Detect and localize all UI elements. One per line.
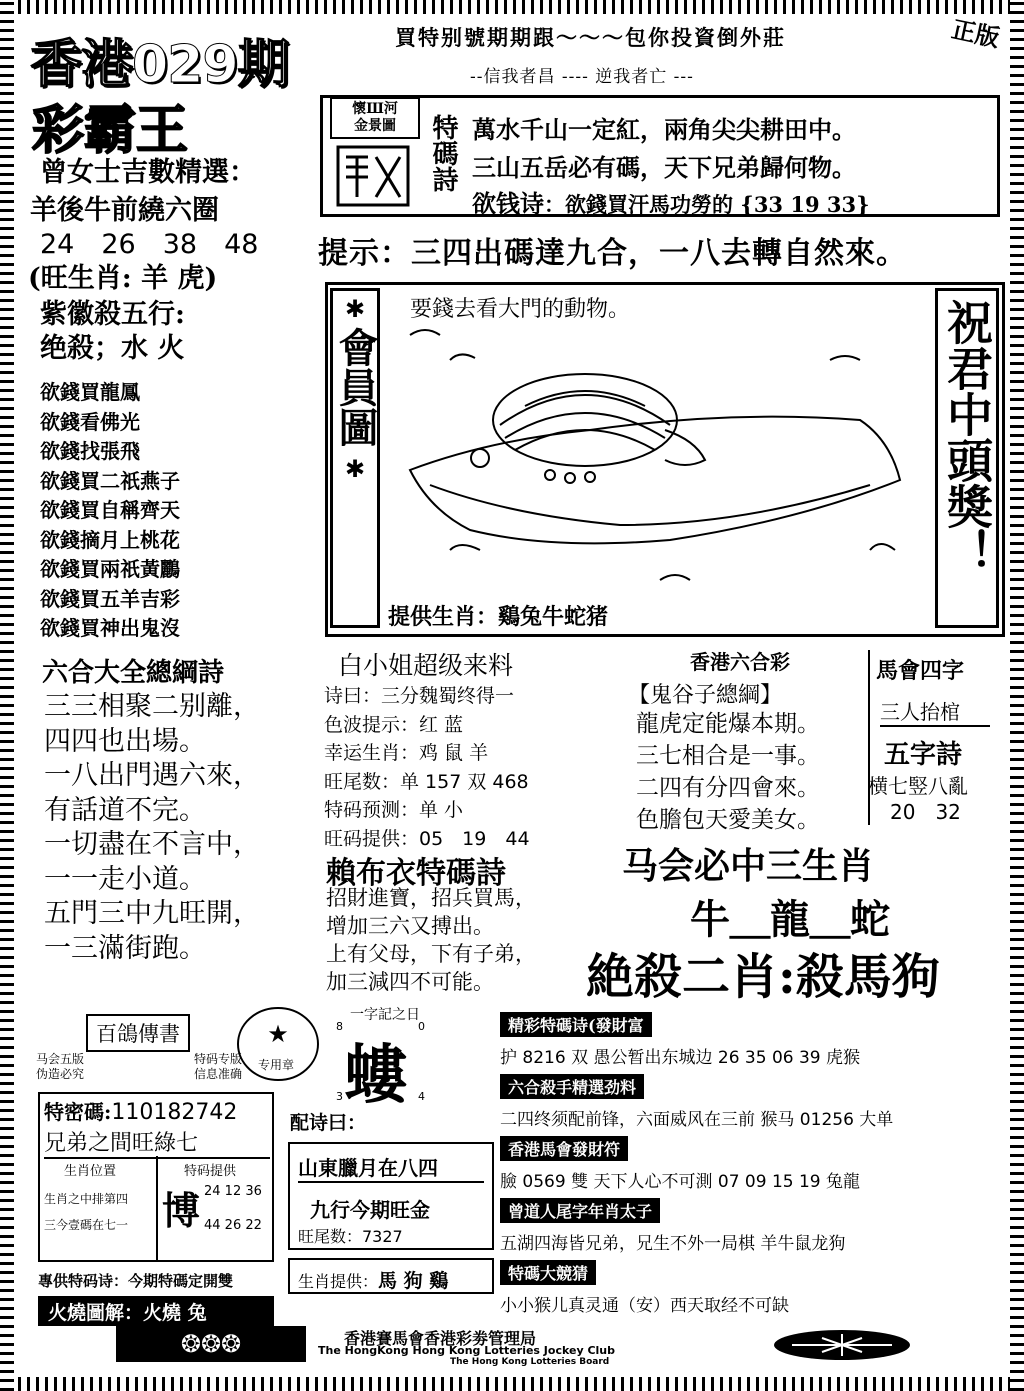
list-item: 欲錢買二祇燕子 [40, 468, 180, 493]
note-left [36, 1052, 84, 1082]
note-text: 信息准确 [194, 1067, 243, 1081]
svg-text:❂❂❂: ❂❂❂ [180, 1330, 242, 1358]
bai-xiaojie-title: 白小姐超级来料 [338, 651, 514, 680]
list-item: 诗曰：三分魏蜀终得一 [324, 685, 515, 707]
tip-title: 曾道人尾字年肖太子 [500, 1198, 660, 1223]
poem-line: 三三相聚二别離， [44, 691, 260, 722]
wang-shengxiao: (旺生肖: 羊 虎) [28, 263, 218, 294]
divider [156, 1156, 158, 1260]
list-item: 欲錢買神出鬼沒 [40, 616, 180, 640]
list-item: 色波提示：红 蓝 [324, 713, 464, 736]
poem-line: 有話道不完。 [44, 794, 206, 826]
slogan-secondary: --信我者昌 ---- 逆我者亡 --- [470, 67, 694, 87]
tip-title: 六合殺手精選劲料 [500, 1074, 644, 1099]
poem-line: 龍虎定能爆本期。 [636, 711, 820, 737]
hint-text: 三四出碼達九合，一八去轉自然來。 [411, 236, 907, 271]
one-word-character: 螻 [344, 1038, 408, 1113]
special-poem-note: 專供特码诗：今期特碼定開雙 [38, 1272, 234, 1290]
edition-stamp: 正版 [949, 14, 1003, 53]
member-picture-title-bar [330, 288, 380, 628]
tip-title: 精彩特碼诗(發財富 [500, 1012, 652, 1037]
laibuyi-title: 賴布衣特碼詩 [326, 856, 506, 891]
three-zodiac-title: 马会必中三生肖 [622, 846, 875, 887]
zodiac-provided-label: 生肖提供： [298, 1272, 379, 1291]
note-text: 特码专版 [194, 1052, 243, 1066]
picture-caption-bottom: 提供生肖：鷄兔牛蛇猪 [388, 604, 609, 630]
tip-text: 五湖四海皆兄弟，兄生不外一局棋 羊牛鼠龙狗 [500, 1234, 846, 1254]
position-header: 生肖位置 [64, 1164, 117, 1179]
perforated-border-bottom [0, 1377, 1024, 1391]
nine-lines: 九行今期旺金 [310, 1198, 430, 1222]
tip-item [500, 1136, 1000, 1198]
poem-line-2: 三山五岳必有碼，天下兄弟歸何物。 [472, 153, 856, 182]
poem-line-3-label: 欲钱诗 [472, 189, 544, 218]
poem-line: 一一走小道。 [44, 863, 206, 895]
one-word-title: 一字記之日 [350, 1007, 420, 1023]
list-item: 欲錢買自稱齊天 [40, 498, 180, 522]
yuqian-list [40, 378, 180, 644]
tip-text: 护 8216 双 愚公暂出东城边 26 35 06 39 虎猴 [500, 1048, 861, 1068]
position-line: 生肖之中排第四 [44, 1192, 129, 1206]
logo-text: 金景圖 [354, 118, 396, 134]
tip-item [500, 1074, 1000, 1136]
poem-line: 增加三六又搏出。 [326, 914, 494, 938]
poem-line-1: 萬水千山一定紅，兩角尖尖耕田中。 [472, 115, 856, 144]
pigeon-post-badge: 百鴿傳書 [86, 1014, 190, 1052]
secret-code [44, 1096, 237, 1125]
provider-numbers-1: 24 12 36 [204, 1184, 262, 1199]
tip-text: 臉 0569 雙 天下人心不可測 07 09 15 19 兔龍 [500, 1172, 861, 1192]
blessing-text: 祝君中頭獎！ [940, 299, 994, 575]
bai-xiaojie-list [324, 682, 530, 853]
mahui-text: 三人抬棺 [880, 696, 990, 727]
corner-number: 4 [418, 1090, 425, 1103]
ziwei-title: 紫徽殺五行: [40, 299, 185, 330]
poem-line: 一切盡在不言中， [44, 829, 260, 860]
perforated-border-right [1010, 0, 1024, 1391]
jockey-club-logo-icon [116, 1326, 306, 1362]
tip-item [500, 1198, 1000, 1260]
list-item: 欲錢買兩祇黃鸝 [40, 557, 180, 581]
star-icon: ✱ [344, 455, 366, 483]
hint [318, 228, 907, 272]
perforated-border-left [0, 0, 14, 1391]
guiguzi-poem [636, 708, 820, 836]
picture-caption-top: 要錢去看大門的動物。 [410, 297, 631, 322]
poem-line: 色膽包天愛美女。 [636, 807, 820, 833]
zodiac-provided [288, 1258, 494, 1294]
five-word-numbers: 20 32 [890, 800, 961, 824]
corner-number: 8 [336, 1020, 343, 1033]
secret-code-label: 特密碼: [44, 1100, 112, 1124]
poem-logo [330, 97, 420, 212]
hint-label: 提示： [318, 236, 411, 271]
lucky-numbers: 24 26 38 48 [40, 229, 259, 260]
list-item: 欲錢買龍鳳 [40, 380, 140, 404]
wang-tail-numbers: 旺尾数：7327 [298, 1227, 403, 1246]
list-item: 旺尾数：单 157 双 468 [324, 770, 529, 793]
note-text: 伪造必究 [36, 1067, 85, 1081]
lotteries-logo-icon [772, 1328, 912, 1362]
tip-text: 小小猴儿真灵通（安）西天取经不可缺 [500, 1296, 789, 1316]
bo-character: 博 [162, 1188, 201, 1233]
slogan: 買特别號期期跟～～～包你投資倒外莊 [395, 25, 786, 50]
brand-subtitle: 彩霸王 [32, 101, 189, 161]
poem-line: 四四也出場。 [44, 725, 206, 757]
list-item: 特码预测：单 小 [324, 799, 464, 821]
poem-line: 上有父母，下有子弟， [326, 942, 536, 966]
fire-diagram: 火燒圖解：火燒 兔 [38, 1296, 274, 1326]
liuhe-poem-title: 六合大全總綱詩 [42, 658, 225, 688]
poem-line-3-text: ：欲錢買汗馬功勞的 {33 19 33} [544, 192, 870, 217]
logo-text: 懷Ш河 [352, 101, 398, 117]
list-item: 欲錢找張飛 [40, 439, 140, 463]
poem-line: 五門三中九旺開， [44, 898, 260, 929]
kill-elements: 绝殺；水 火 [40, 333, 185, 364]
list-item: 欲錢買五羊吉彩 [40, 586, 180, 611]
poem-line-3 [472, 184, 870, 219]
armadillo-illustration [390, 320, 930, 600]
seal-text: 专用章 [258, 1058, 295, 1072]
brothers-line: 兄弟之間旺綠七 [44, 1126, 270, 1159]
star-icon: ✱ [344, 295, 366, 323]
laibuyi-poem [326, 884, 536, 996]
five-word-title: 五字詩 [884, 740, 963, 770]
note-text: 马会五版 [36, 1052, 85, 1066]
poem-line: 三七相合是一事。 [636, 743, 820, 769]
corner-number: 0 [418, 1020, 425, 1033]
footer-line-1: 香港賽馬會香港彩劵管理局 [344, 1329, 537, 1348]
guiguzi-title: 【鬼谷子總綱】 [628, 683, 783, 708]
tip-title: 特碼大競猜 [500, 1260, 596, 1285]
tip-title: 香港馬會發財符 [500, 1136, 628, 1161]
tips-list [500, 1012, 1000, 1322]
poem-line: 二四有分四會來。 [636, 775, 820, 801]
lucky-line: 羊後牛前繞六圈 [30, 195, 219, 226]
footer-line-3: The Hong Kong Lotteries Board [450, 1357, 610, 1367]
brand-title: 香港029期 [30, 35, 289, 95]
five-word-text: 横七竪八亂 [868, 774, 968, 798]
blessing-bar [935, 288, 999, 628]
tip-item [500, 1012, 1000, 1074]
list-item: 欲錢摘月上桃花 [40, 527, 180, 552]
hongkong-emblem-icon [330, 143, 416, 209]
list-item: 幸运生肖：鸡 鼠 羊 [324, 742, 489, 764]
provider-header: 特码提供 [184, 1164, 237, 1179]
lucky-numbers-title: 曾女士吉數精選： [40, 157, 256, 188]
position-line: 三今壹碼在七一 [44, 1218, 129, 1232]
kill-two-zodiac: 絶殺二肖:殺馬狗 [586, 949, 940, 1005]
member-picture-title: 會員圖 [332, 327, 379, 447]
position-lines [44, 1186, 128, 1238]
perforated-border-top [0, 0, 1024, 14]
secret-code-number: 110182742 [111, 1100, 238, 1125]
liuhe-poem [44, 690, 260, 966]
three-zodiac-animals: 牛＿龍＿蛇 [690, 896, 890, 943]
poem-line: 一三滿街跑。 [44, 932, 206, 964]
footer-line-2: The HongKong Hong Kong Lotteries Jockey Club [318, 1344, 616, 1357]
accompany-poem: 山東臘月在八四 [298, 1152, 484, 1183]
provider-numbers-2: 44 26 22 [204, 1218, 262, 1233]
poem-line: 加三減四不可能。 [326, 970, 494, 994]
tip-text: 二四终须配前锋，六面威风在三前 猴马 01256 大单 [500, 1110, 894, 1130]
corner-number: 3 [336, 1090, 343, 1103]
poem-label: 特碼詩 [428, 114, 458, 192]
poem-line: 招財進寶，招兵買馬， [326, 886, 536, 910]
mahui-title: 馬會四字 [876, 658, 965, 684]
guiguzi-brand: 香港六合彩 [690, 650, 790, 674]
poem-line: 一八出門遇六來， [44, 760, 260, 791]
logo-box [330, 97, 420, 139]
tip-item [500, 1260, 1000, 1322]
svg-text:★: ★ [267, 1020, 289, 1048]
list-item: 旺码提供：05 19 44 [324, 827, 530, 850]
zodiac-provided-text: 馬 狗 鷄 [378, 1270, 449, 1292]
list-item: 欲錢看佛光 [40, 409, 140, 434]
accompany-poem-label: 配诗曰： [290, 1112, 367, 1134]
